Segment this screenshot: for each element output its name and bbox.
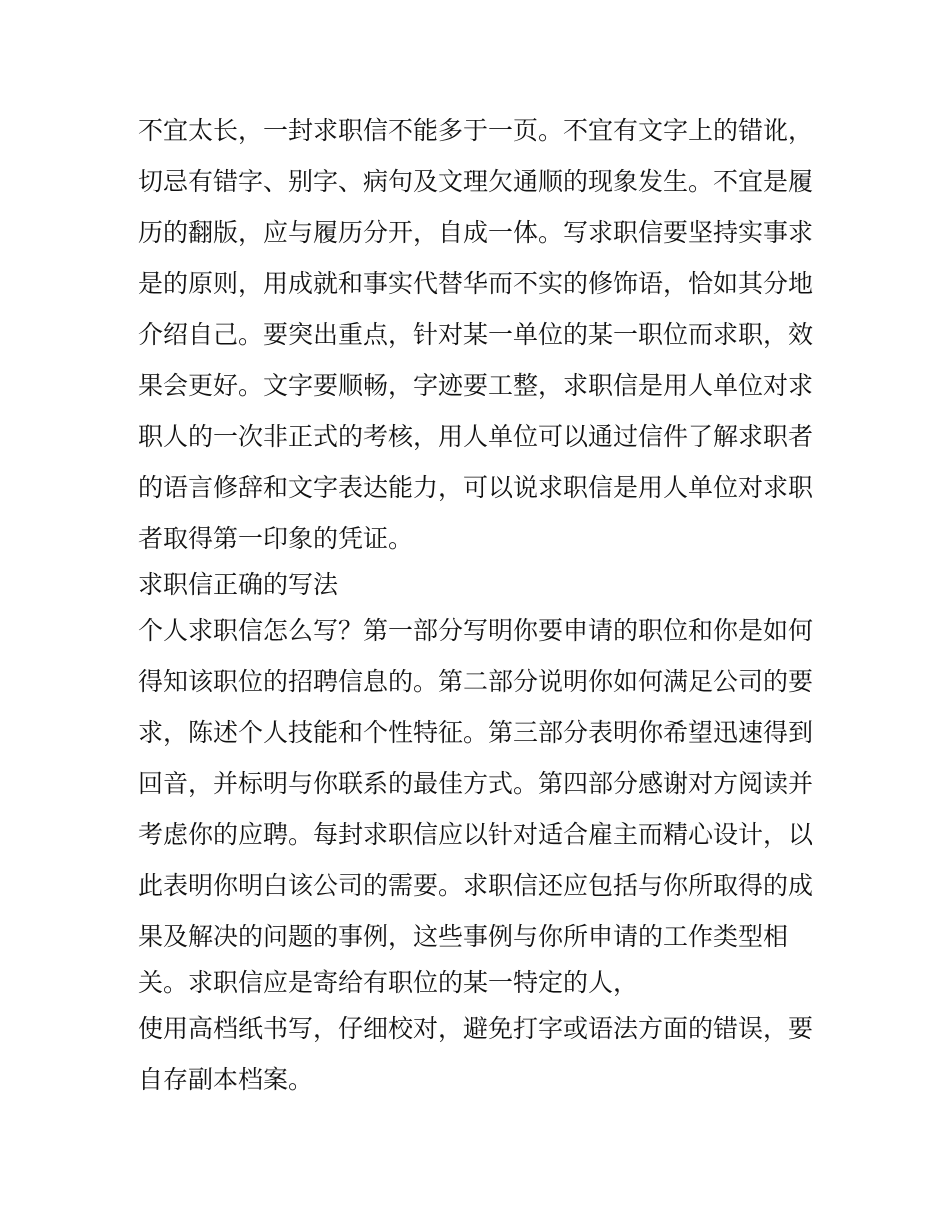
heading-text: 求职信正确的写法 [138, 570, 339, 599]
paragraph-line: 个人求职信怎么写？第一部分写明你要申请的职位和你是如何 [138, 616, 814, 645]
paragraph-line: 此表明你明白该公司的需要。求职信还应包括与你所取得的成 [138, 871, 814, 900]
paragraph-line: 切忌有错字、别字、病句及文理欠通顺的现象发生。不宜是履 [138, 167, 814, 196]
paragraph-line: 职人的一次非正式的考核，用人单位可以通过信件了解求职者 [138, 422, 814, 451]
paragraph-3 [138, 1003, 814, 1105]
paragraph-line: 使用高档纸书写，仔细校对，避免打字或语法方面的错误，要 [138, 1014, 814, 1043]
paragraph-1 [138, 105, 814, 564]
paragraph-line: 果及解决的问题的事例，这些事例与你所申请的工作类型相 [138, 922, 789, 951]
paragraph-line: 得知该职位的招聘信息的。第二部分说明你如何满足公司的要 [138, 667, 814, 696]
paragraph-line: 者取得第一印象的凭证。 [138, 524, 414, 553]
paragraph-line: 介绍自己。要突出重点，针对某一单位的某一职位而求职，效 [138, 320, 814, 349]
paragraph-line: 求，陈述个人技能和个性特征。第三部分表明你希望迅速得到 [138, 718, 814, 747]
paragraph-line: 关。求职信应是寄给有职位的某一特定的人， [138, 968, 639, 997]
document-body [138, 105, 814, 1105]
paragraph-line: 是的原则，用成就和事实代替华而不实的修饰语，恰如其分地 [138, 269, 814, 298]
section-heading [138, 564, 810, 605]
paragraph-line: 不宜太长，一封求职信不能多于一页。不宜有文字上的错讹， [138, 116, 814, 145]
paragraph-line: 历的翻版，应与履历分开，自成一体。写求职信要坚持实事求 [138, 218, 814, 247]
paragraph-line: 果会更好。文字要顺畅，字迹要工整，求职信是用人单位对求 [138, 371, 814, 400]
paragraph-line: 回音，并标明与你联系的最佳方式。第四部分感谢对方阅读并 [138, 769, 814, 798]
paragraph-line: 自存副本档案。 [138, 1065, 314, 1094]
paragraph-2 [138, 605, 814, 1003]
paragraph-line: 考虑你的应聘。每封求职信应以针对适合雇主而精心设计，以 [138, 820, 814, 849]
paragraph-line: 的语言修辞和文字表达能力，可以说求职信是用人单位对求职 [138, 473, 814, 502]
